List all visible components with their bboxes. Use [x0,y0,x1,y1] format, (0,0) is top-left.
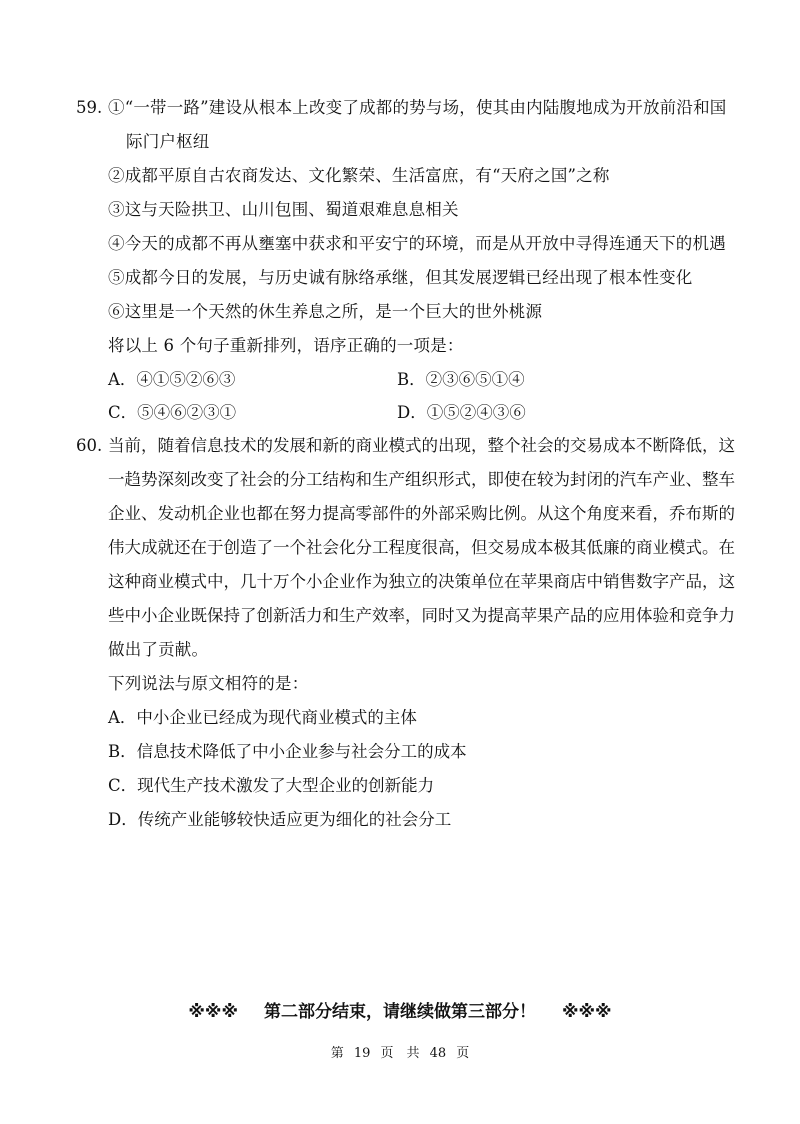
sentence-4: ④今天的成都不再从壅塞中获求和平安宁的环境，而是从开放中寻得连通天下的机遇 [108,234,726,253]
passage-line: 一趋势深刻改变了社会的分工结构和生产组织形式，即使在较为封闭的汽车产业、整车 [108,470,735,489]
option-c[interactable]: C．⑤④⑥②③① [108,403,237,422]
reference-marks-right: ※※※ [562,1002,612,1022]
option-d[interactable]: D．①⑤②④③⑥ [397,403,526,422]
passage-line: 伟大成就还在于创造了一个社会化分工程度很高，但交易成本极其低廉的商业模式。在 [108,538,735,557]
passage-line: 这种商业模式中，几十万个小企业作为独立的决策单位在苹果商店中销售数字产品，这 [108,572,735,591]
question-number: 59. [76,98,103,117]
sentence-5: ⑤成都今日的发展，与历史诚有脉络承继，但其发展逻辑已经出现了根本性变化 [108,268,693,287]
passage-line: 当前，随着信息技术的发展和新的商业模式的出现，整个社会的交易成本不断降低，这 [108,436,735,455]
section-end-note [0,1000,800,1024]
passage-line: 做出了贡献。 [108,640,209,659]
sentence-3: ③这与天险拱卫、山川包围、蜀道艰难息息相关 [108,200,459,219]
question-number: 60. [76,436,103,455]
page-footer [0,1044,800,1064]
sentence-6: ⑥这里是一个天然的休生养息之所，是一个巨大的世外桃源 [108,302,543,321]
passage-line: 些中小企业既保持了创新活力和生产效率，同时又为提高苹果产品的应用体验和竞争力 [108,606,735,625]
sentence-2: ②成都平原自古农商发达、文化繁荣、生活富庶，有“天府之国”之称 [108,166,610,185]
sentence-1-line-1: ①“一带一路”建设从根本上改变了成都的势与场，使其由内陆腹地成为开放前沿和国 [108,98,727,117]
option-c[interactable]: C．现代生产技术激发了大型企业的创新能力 [108,776,435,795]
reference-marks-left: ※※※ [188,1002,238,1022]
option-a[interactable]: A．中小企业已经成为现代商业模式的主体 [108,708,417,727]
page-number: 第 19 页 共 48 页 [330,1046,470,1061]
question-prompt: 将以上 6 个句子重新排列，语序正确的一项是： [108,336,464,355]
option-b[interactable]: B．信息技术降低了中小企业参与社会分工的成本 [108,742,467,761]
question-prompt: 下列说法与原文相符的是： [108,674,309,693]
section-end-text: 第二部分结束，请继续做第三部分！ [264,1002,536,1022]
sentence-1-line-2: 际门户枢纽 [126,132,210,151]
option-d[interactable]: D．传统产业能够较快适应更为细化的社会分工 [108,810,452,829]
passage-line: 企业、发动机企业也都在努力提高零部件的外部采购比例。从这个角度来看，乔布斯的 [108,504,735,523]
option-a[interactable]: A．④①⑤②⑥③ [108,370,236,389]
option-b[interactable]: B．②③⑥⑤①④ [397,370,525,389]
